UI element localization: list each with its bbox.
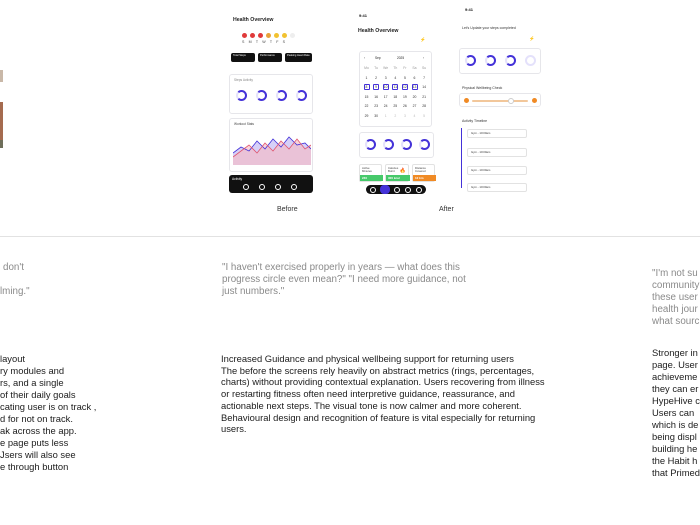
calendar-day[interactable]: 4 bbox=[413, 113, 416, 118]
settings-icon[interactable] bbox=[405, 187, 411, 193]
stat-pill: Peaking Heart Rate bbox=[285, 53, 312, 62]
after-bottom-nav bbox=[366, 185, 426, 194]
calendar-day[interactable]: 21 bbox=[422, 94, 426, 99]
calendar-weekday: Sa bbox=[412, 66, 417, 70]
progress-ring bbox=[296, 90, 307, 101]
nav-icon[interactable] bbox=[259, 184, 265, 190]
calendar-card bbox=[359, 51, 432, 127]
sad-icon bbox=[464, 98, 469, 103]
metric-card-distance: Distance Covered 12 km bbox=[412, 164, 435, 182]
progress-ring bbox=[419, 139, 430, 150]
metric-card-calories: Calories Burnt 🔥 300 kcal bbox=[385, 164, 409, 182]
profile-icon[interactable] bbox=[416, 187, 422, 193]
stats-icon-active[interactable] bbox=[380, 185, 390, 194]
before-activity-bar: Activity bbox=[229, 175, 313, 193]
calendar-grid bbox=[363, 66, 431, 126]
status-dot bbox=[274, 33, 279, 38]
calendar-weekday: Su bbox=[422, 66, 427, 70]
lightning-icon[interactable]: ⚡ bbox=[529, 36, 535, 41]
calendar-day-highlight bbox=[383, 84, 389, 90]
happy-icon bbox=[532, 98, 537, 103]
wellbeing-check-title: Physical Wellbeing Check bbox=[462, 86, 503, 90]
steps-activity-card: Steps Activity bbox=[229, 74, 313, 114]
calendar-day[interactable]: 29 bbox=[364, 113, 369, 118]
calendar-day-highlight bbox=[364, 84, 370, 90]
calendar-day[interactable]: 27 bbox=[412, 104, 417, 108]
calendar-day[interactable]: 14 bbox=[422, 85, 426, 89]
workout-area-chart bbox=[233, 131, 311, 165]
cropped-image-strip bbox=[0, 70, 3, 192]
metric-card-active: Active Minutes 240 bbox=[359, 164, 382, 182]
calendar-weekday: We bbox=[383, 66, 389, 70]
calendar-day[interactable]: 1 bbox=[384, 113, 387, 118]
calendar-day[interactable]: 1 bbox=[365, 75, 368, 80]
calendar-day-highlight bbox=[392, 84, 398, 90]
calendar-weekday: Th bbox=[393, 66, 398, 70]
month-select[interactable]: Sep bbox=[375, 56, 381, 60]
weekday-row: SMTWTFS bbox=[242, 40, 290, 44]
calendar-day-highlight bbox=[402, 84, 408, 90]
progress-ring bbox=[525, 55, 536, 66]
calendar-day[interactable]: 3 bbox=[403, 113, 406, 118]
calendar-next-icon[interactable]: › bbox=[423, 56, 425, 60]
calendar-day[interactable]: 13 bbox=[412, 85, 417, 89]
workout-stats-card: Workout Stats bbox=[229, 118, 313, 172]
stat-pill: Performance bbox=[258, 53, 282, 62]
flame-icon: 🔥 bbox=[399, 168, 406, 174]
calendar-day[interactable]: 12 bbox=[403, 85, 407, 89]
calendar-day[interactable]: 6 bbox=[413, 75, 416, 80]
progress-ring bbox=[365, 139, 376, 150]
calendar-day[interactable]: 24 bbox=[383, 104, 388, 108]
target-icon[interactable] bbox=[394, 187, 400, 193]
wellbeing-slider-track[interactable] bbox=[472, 100, 528, 102]
progress-ring bbox=[256, 90, 267, 101]
calendar-day[interactable]: 16 bbox=[374, 94, 378, 99]
calendar-day[interactable]: 17 bbox=[383, 94, 388, 99]
progress-ring bbox=[276, 90, 287, 101]
year-select[interactable]: 2025 bbox=[397, 56, 405, 60]
calendar-day[interactable]: 5 bbox=[423, 113, 426, 118]
progress-ring bbox=[383, 139, 394, 150]
center-body-paragraph: The before the screens rely heavily on abstract metrics (rings, percentages, charts) without providing contextual explanation. Users recovering from illness or restarting fitness often need interpretive guidance, reassurance, and actionable next steps. The visual tone is now calmer and more coherent. Behavioural design and recognition of feature is vital especially for returning users. bbox=[221, 364, 545, 435]
center-body-heading: Increased Guidance and physical wellbeing support for returning users bbox=[221, 353, 514, 364]
timeline-item[interactable]: Gym - 10:00am bbox=[467, 129, 527, 138]
calendar-day[interactable]: 10 bbox=[383, 85, 388, 89]
wellbeing-slider-handle[interactable] bbox=[508, 98, 514, 104]
steps-rings-card bbox=[459, 48, 541, 74]
stat-pill: Total Steps bbox=[231, 53, 255, 62]
center-body bbox=[221, 353, 546, 435]
calendar-day[interactable]: 30 bbox=[374, 113, 378, 118]
calendar-day[interactable]: 19 bbox=[403, 94, 407, 99]
calendar-day-highlight bbox=[373, 84, 379, 90]
progress-ring bbox=[465, 55, 476, 66]
calendar-day[interactable]: 28 bbox=[422, 104, 426, 108]
after-phone-mockup-timeline: 9:41 Let's Update your steps completed ⚡ Physical Wellbeing Check Activity Timeline Gym - 10:00am Gym - 10:00am Gym - 10:00am Gym - 10:00am bbox=[455, 2, 545, 198]
center-user-quote: "I haven't exercised properly in years — what does this progress circle even mean?" "I need more guidance, not just numbers." bbox=[222, 262, 466, 297]
calendar-day[interactable]: 4 bbox=[394, 75, 397, 80]
after-screen-title: Health Overview bbox=[358, 28, 399, 34]
calendar-prev-icon[interactable]: ‹ bbox=[364, 56, 366, 60]
calendar-day-highlight bbox=[412, 84, 418, 90]
after-caption: After bbox=[439, 206, 454, 213]
timeline-item[interactable]: Gym - 10:00am bbox=[467, 148, 527, 157]
before-caption: Before bbox=[277, 206, 298, 213]
status-dot bbox=[290, 33, 295, 38]
status-dot bbox=[250, 33, 255, 38]
calendar-weekday: Fr bbox=[403, 66, 407, 70]
calendar-day[interactable]: 9 bbox=[375, 85, 378, 89]
calendar-day[interactable]: 15 bbox=[364, 94, 369, 99]
progress-ring bbox=[401, 139, 412, 150]
status-dot bbox=[266, 33, 271, 38]
before-screen-title: Health Overview bbox=[233, 17, 274, 23]
calendar-day[interactable]: 18 bbox=[393, 94, 398, 99]
lightning-icon[interactable]: ⚡ bbox=[420, 37, 426, 42]
home-icon[interactable] bbox=[370, 187, 376, 193]
calendar-weekday: Tu bbox=[374, 66, 379, 70]
timeline-item[interactable]: Gym - 10:00am bbox=[467, 183, 527, 192]
activity-timeline-title: Activity Timeline bbox=[462, 119, 488, 123]
status-dot bbox=[242, 33, 247, 38]
status-dot bbox=[282, 33, 287, 38]
before-phone-mockup bbox=[226, 8, 318, 196]
calendar-day[interactable]: 25 bbox=[393, 104, 398, 108]
section-divider bbox=[0, 236, 700, 237]
calendar-day[interactable]: 7 bbox=[423, 75, 426, 80]
timeline-item[interactable]: Gym - 10:00am bbox=[467, 166, 527, 175]
calendar-day[interactable]: 5 bbox=[403, 75, 406, 80]
calendar-day[interactable]: 11 bbox=[393, 85, 398, 89]
calendar-day[interactable]: 2 bbox=[394, 113, 397, 118]
calendar-day[interactable]: 26 bbox=[403, 104, 407, 108]
status-dot bbox=[258, 33, 263, 38]
progress-ring bbox=[236, 90, 247, 101]
calendar-day[interactable]: 23 bbox=[374, 104, 378, 108]
calendar-day[interactable]: 22 bbox=[364, 104, 369, 108]
after-phone-mockup-calendar: 9:41 Health Overview ⚡ ‹ Sep 2025 › Mo Tu We Th Fr Sa Su 1 2 3 4 5 6 7 8 9 10 11 12 13 14 15 16 17 18 19 20 21 22 23 24 25 26 27 28 29 30 1 2 3 4 5 Active Minutes 240 Calories Burnt 🔥 300 kcal Distance Covered 12 km bbox=[352, 8, 444, 196]
timeline-line bbox=[461, 128, 462, 188]
nav-icon[interactable] bbox=[243, 184, 249, 190]
progress-ring bbox=[505, 55, 516, 66]
nav-icon[interactable] bbox=[291, 184, 297, 190]
calendar-day[interactable]: 8 bbox=[365, 85, 368, 89]
wellbeing-slider-card bbox=[459, 93, 541, 107]
calendar-day[interactable]: 3 bbox=[384, 75, 387, 80]
progress-ring bbox=[485, 55, 496, 66]
after-rings-card bbox=[359, 132, 434, 158]
calendar-weekday: Mo bbox=[364, 66, 369, 70]
nav-icon[interactable] bbox=[275, 184, 281, 190]
calendar-day[interactable]: 20 bbox=[412, 94, 417, 99]
calendar-day[interactable]: 2 bbox=[375, 75, 378, 80]
steps-prompt: Let's Update your steps completed bbox=[462, 26, 516, 30]
